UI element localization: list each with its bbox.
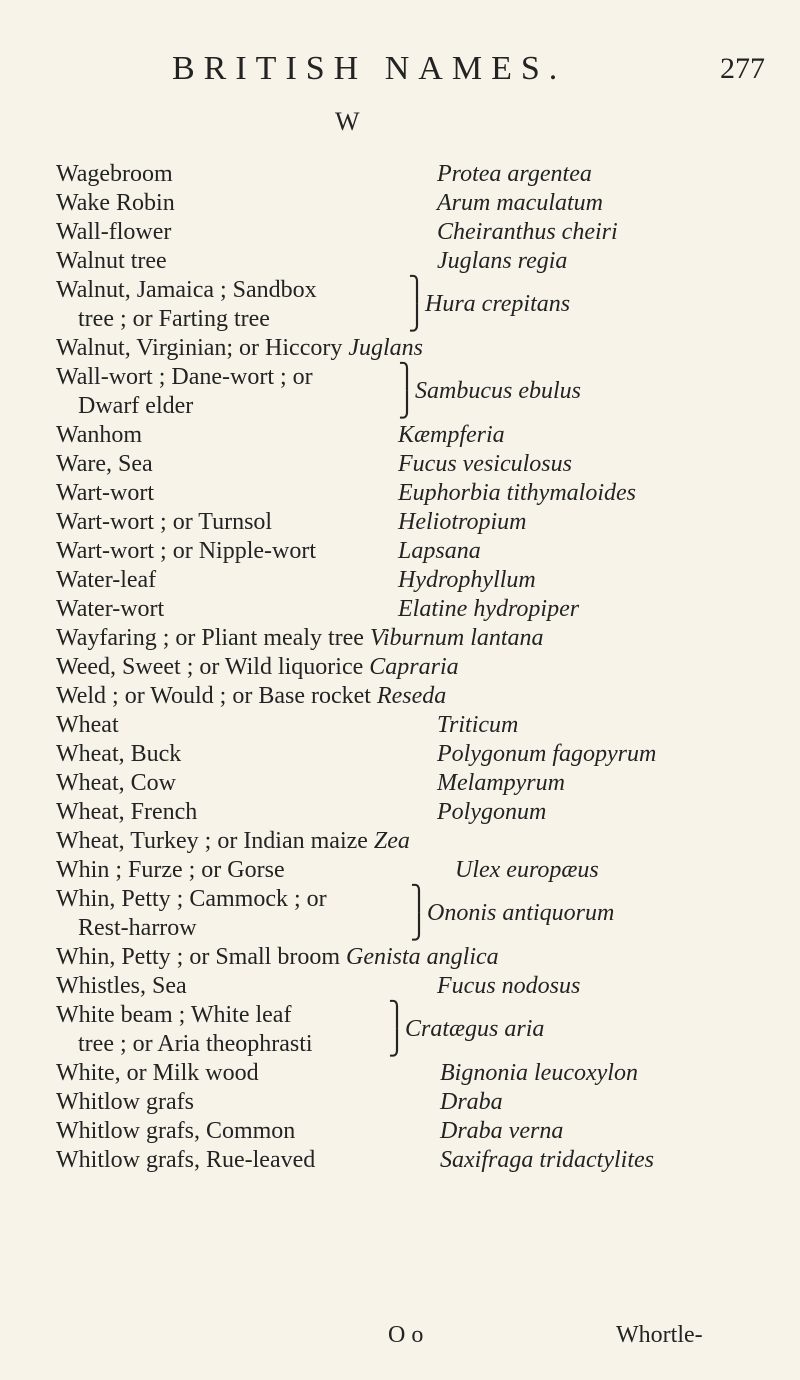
english-name: Whin ; Furze ; or Gorse bbox=[56, 857, 285, 883]
english-name bbox=[56, 1001, 313, 1059]
english-name-line-2: Dwarf elder bbox=[78, 393, 194, 419]
english-name: Wagebroom bbox=[56, 161, 173, 187]
latin-name: Ononis antiquorum bbox=[427, 900, 615, 926]
list-item bbox=[0, 740, 800, 769]
latin-name: Draba verna bbox=[440, 1118, 564, 1144]
english-name: Wall-flower bbox=[56, 219, 172, 245]
list-item bbox=[0, 972, 800, 1001]
latin-name: Cratægus aria bbox=[405, 1016, 545, 1042]
latin-name: Draba bbox=[440, 1089, 503, 1115]
latin-name: Saxifraga tridactylites bbox=[440, 1147, 654, 1173]
brace-icon: ⎫ ⎭ bbox=[388, 1002, 406, 1057]
english-name: Wheat bbox=[56, 712, 119, 738]
english-name: Wart-wort bbox=[56, 480, 155, 506]
english-name-row bbox=[56, 943, 499, 972]
list-item bbox=[0, 508, 800, 537]
english-name: Weed, Sweet ; or Wild liquorice bbox=[56, 654, 364, 680]
latin-name: Sambucus ebulus bbox=[415, 378, 581, 404]
english-name-row bbox=[56, 624, 544, 653]
english-name: Wheat, French bbox=[56, 799, 198, 825]
latin-name: Elatine hydropiper bbox=[398, 596, 580, 622]
list-item bbox=[0, 421, 800, 450]
latin-name: Polygonum fagopyrum bbox=[437, 741, 657, 767]
list-item bbox=[0, 1059, 800, 1088]
list-item bbox=[0, 479, 800, 508]
latin-name: Melampyrum bbox=[437, 770, 565, 796]
english-name: Whitlow grafs, Rue-leaved bbox=[56, 1147, 316, 1173]
english-name: Water-leaf bbox=[56, 567, 157, 593]
signature-mark: O o bbox=[388, 1322, 424, 1348]
list-item bbox=[0, 189, 800, 218]
list-item bbox=[0, 1001, 800, 1059]
english-name: Wart-wort ; or Nipple-wort bbox=[56, 538, 316, 564]
list-item bbox=[0, 566, 800, 595]
list-item bbox=[0, 595, 800, 624]
list-item bbox=[0, 1117, 800, 1146]
english-name-line-1: Whin, Petty ; Cammock ; or bbox=[56, 886, 327, 912]
catchword: Whortle- bbox=[616, 1322, 703, 1348]
latin-name: Bignonia leucoxylon bbox=[440, 1060, 638, 1086]
list-item bbox=[0, 160, 800, 189]
list-item bbox=[0, 653, 800, 682]
english-name: Wheat, Turkey ; or Indian maize bbox=[56, 828, 368, 854]
list-item bbox=[0, 363, 800, 421]
english-name: Ware, Sea bbox=[56, 451, 153, 477]
list-item bbox=[0, 1088, 800, 1117]
brace-icon: ⎫ ⎭ bbox=[408, 277, 426, 332]
latin-name: Euphorbia tithymaloides bbox=[398, 480, 636, 506]
english-name: Walnut, Virginian; or Hiccory bbox=[56, 335, 343, 361]
list-item bbox=[0, 334, 800, 363]
english-name: Wheat, Buck bbox=[56, 741, 182, 767]
latin-name: Viburnum lantana bbox=[369, 625, 544, 651]
english-name-row bbox=[56, 653, 459, 682]
english-name: White, or Milk wood bbox=[56, 1060, 259, 1086]
latin-name: Juglans bbox=[348, 335, 424, 361]
english-name: Whitlow grafs bbox=[56, 1089, 194, 1115]
latin-name: Polygonum bbox=[437, 799, 547, 825]
english-name: Wake Robin bbox=[56, 190, 175, 216]
english-name: Whistles, Sea bbox=[56, 973, 187, 999]
list-item bbox=[0, 218, 800, 247]
latin-name: Hydrophyllum bbox=[398, 567, 536, 593]
english-name bbox=[56, 276, 317, 334]
list-item bbox=[0, 827, 800, 856]
english-name-line-1: Wall-wort ; Dane-wort ; or bbox=[56, 364, 313, 390]
english-name: Wayfaring ; or Pliant mealy tree bbox=[56, 625, 364, 651]
list-item bbox=[0, 682, 800, 711]
list-item bbox=[0, 1146, 800, 1175]
list-item bbox=[0, 769, 800, 798]
latin-name: Genista anglica bbox=[345, 944, 499, 970]
english-name: Wanhom bbox=[56, 422, 143, 448]
english-name-line-2: tree ; or Aria theophrasti bbox=[78, 1031, 313, 1057]
names-list bbox=[0, 160, 800, 1175]
list-item bbox=[0, 450, 800, 479]
latin-name: Kæmpferia bbox=[398, 422, 505, 448]
english-name-line-2: tree ; or Farting tree bbox=[78, 306, 270, 332]
english-name: Water-wort bbox=[56, 596, 165, 622]
list-item bbox=[0, 943, 800, 972]
latin-name: Arum maculatum bbox=[437, 190, 603, 216]
latin-name: Zea bbox=[373, 828, 410, 854]
list-item bbox=[0, 798, 800, 827]
latin-name: Triticum bbox=[437, 712, 519, 738]
english-name: Wart-wort ; or Turnsol bbox=[56, 509, 273, 535]
page-number: 277 bbox=[720, 52, 765, 85]
latin-name: Heliotropium bbox=[398, 509, 527, 535]
list-item bbox=[0, 537, 800, 566]
section-letter: W bbox=[335, 107, 360, 136]
brace-icon: ⎫ ⎭ bbox=[398, 364, 416, 419]
english-name-row bbox=[56, 682, 446, 711]
english-name-row bbox=[56, 827, 410, 856]
english-name: Weld ; or Would ; or Base rocket bbox=[56, 683, 371, 709]
english-name-line-2: Rest-harrow bbox=[78, 915, 197, 941]
latin-name: Lapsana bbox=[398, 538, 481, 564]
english-name: Walnut tree bbox=[56, 248, 167, 274]
latin-name: Cheiranthus cheiri bbox=[437, 219, 618, 245]
latin-name: Fucus vesiculosus bbox=[398, 451, 572, 477]
english-name bbox=[56, 363, 313, 421]
latin-name: Reseda bbox=[376, 683, 447, 709]
latin-name: Fucus nodosus bbox=[437, 973, 581, 999]
list-item bbox=[0, 711, 800, 740]
list-item bbox=[0, 856, 800, 885]
list-item bbox=[0, 247, 800, 276]
latin-name: Capraria bbox=[369, 654, 459, 680]
english-name-line-1: Walnut, Jamaica ; Sandbox bbox=[56, 277, 317, 303]
english-name-row bbox=[56, 334, 423, 363]
english-name: Wheat, Cow bbox=[56, 770, 176, 796]
latin-name: Juglans regia bbox=[437, 248, 568, 274]
english-name: Whitlow grafs, Common bbox=[56, 1118, 296, 1144]
latin-name: Ulex europæus bbox=[455, 857, 599, 883]
latin-name: Protea argentea bbox=[437, 161, 592, 187]
english-name-line-1: White beam ; White leaf bbox=[56, 1002, 292, 1028]
brace-icon: ⎫ ⎭ bbox=[410, 886, 428, 941]
page-title: BRITISH NAMES. bbox=[172, 50, 567, 87]
english-name bbox=[56, 885, 327, 943]
list-item bbox=[0, 885, 800, 943]
latin-name: Hura crepitans bbox=[425, 291, 571, 317]
english-name: Whin, Petty ; or Small broom bbox=[56, 944, 340, 970]
list-item bbox=[0, 624, 800, 653]
list-item bbox=[0, 276, 800, 334]
